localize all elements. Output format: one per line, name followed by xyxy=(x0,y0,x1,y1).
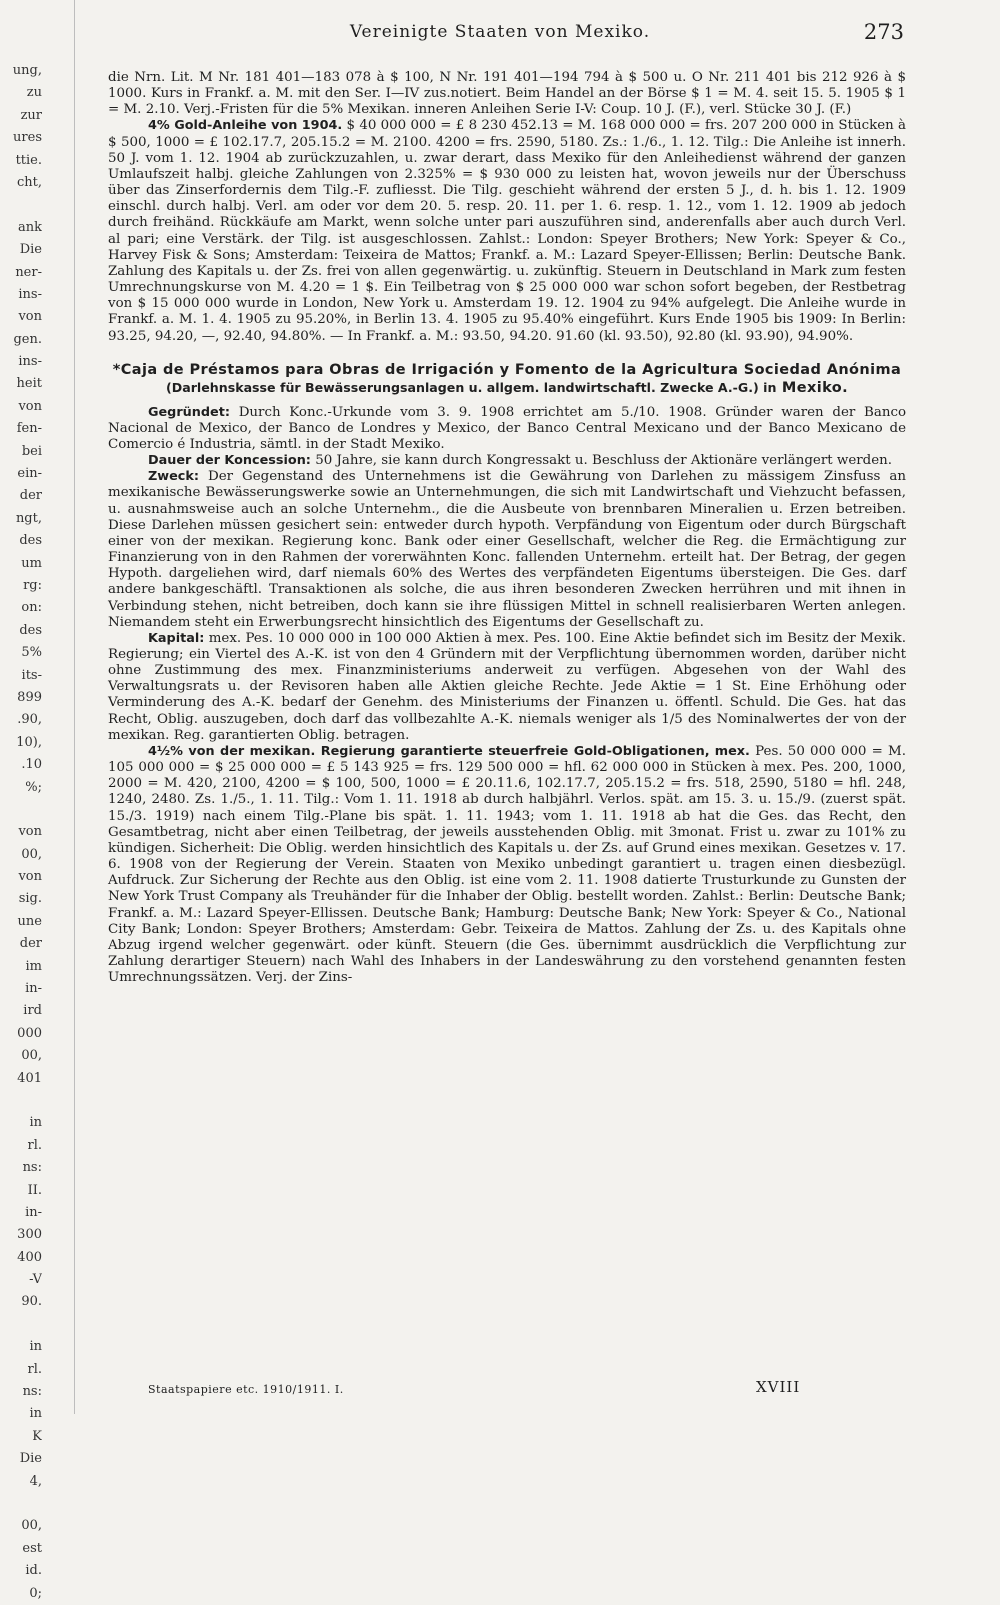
margin-fragment: 00, xyxy=(21,1048,42,1064)
margin-fragment: des xyxy=(19,622,42,638)
margin-fragment: 10), xyxy=(16,734,42,750)
label-dauer: Dauer der Koncession: xyxy=(148,453,311,469)
margin-fragment: rg: xyxy=(23,577,42,593)
margin-fragment: 00, xyxy=(21,846,42,862)
margin-fragment: II. xyxy=(27,1182,42,1198)
margin-fragment: der xyxy=(19,936,42,952)
margin-fragment: ins- xyxy=(18,354,42,370)
margin-fragment: von xyxy=(18,824,42,840)
margin-fragment: .10 xyxy=(21,757,42,773)
margin-fragment: des xyxy=(19,533,42,549)
margin-fragment: in xyxy=(29,1115,42,1131)
margin-fragment: Die xyxy=(19,242,42,258)
gold-loan-paragraph xyxy=(108,118,906,344)
label-zweck: Zweck: xyxy=(148,469,199,485)
margin-fragment: zur xyxy=(20,107,42,123)
footer-publication: Staatspapiere etc. 1910/1911. I. xyxy=(148,1383,344,1396)
margin-fragment: 300 xyxy=(17,1227,42,1243)
margin-fragment: ank xyxy=(17,219,42,235)
margin-fragment: 5% xyxy=(21,645,42,661)
margin-fragment: um xyxy=(21,555,42,571)
intro-paragraph: die Nrn. Lit. M Nr. 181 401—183 078 à $ 100, N Nr. 191 401—194 794 à $ 500 u. O Nr. 211 401 bis 212 926 à $ 1000. Kurs in Frankf. a. M. mit den Ser. I—IV zus.notiert. Beim Handel an der Börse $ 1 = M. 4. seit 15. 5. 1905 $ 1 = M. 2.10. Verj.-Fristen für die 5% Mexikan. inneren Anleihen Serie I-V: Coup. 10 J. (F.), verl. Stücke 30 J. (F.) xyxy=(108,70,906,118)
margin-fragment: K xyxy=(32,1428,42,1444)
margin-fragment: est xyxy=(22,1540,42,1556)
margin-fragment xyxy=(0,1493,42,1515)
margin-fragment: in- xyxy=(25,981,42,997)
bond-heading: 4½% von der mexikan. Regierung garantierte steuerfreie Gold-Obligationen, xyxy=(148,743,710,759)
margin-fragment: on: xyxy=(21,600,42,616)
company-location: Mexiko. xyxy=(781,379,849,396)
margin-fragment: 899 xyxy=(17,689,42,705)
company-subtitle: (Darlehnskasse für Bewässerungsanlagen u. allgem. landwirtschaftl. Zwecke A.-G.) in xyxy=(165,379,777,395)
margin-fragment: its- xyxy=(21,667,42,683)
margin-fragment: ttie. xyxy=(15,152,42,168)
margin-fragment: ns: xyxy=(22,1384,42,1400)
margin-fragment: ngt, xyxy=(15,510,42,526)
company-section-title xyxy=(108,362,906,397)
label-gegruendet: Gegründet: xyxy=(148,404,230,420)
margin-fragment: .90, xyxy=(17,712,42,728)
margin-fragment: %; xyxy=(25,779,42,795)
margin-fragment: von xyxy=(18,869,42,885)
paragraph-kapital xyxy=(108,631,906,744)
margin-fragment: 90. xyxy=(21,1294,42,1310)
page-body xyxy=(108,70,906,986)
gold-loan-text: $ 40 000 000 = £ 8 230 452.13 = M. 168 000 000 = frs. 207 200 000 in Stücken à $ 500, 1000 = £ 102.17.7, 205.15.2 = M. 2100. 4200 = frs. 2590, 5180. Zs.: 1./6., 1. 12. Tilg.: Die Anleihe ist innerh. 50 J. vom 1. 12. 1904 ab zurückzuzahlen, u. zwar derart, dass Mexiko für den Anleihedienst während der ganzen Umlaufszeit halbj. gleiche Zahlungen von 2.325% = $ 930 000 zu leisten hat, wovon jeweils nur der Überschuss über das Zinserfordernis dem Tilg.-F. zufliesst. Die Tilg. geschieht während der ersten 5 J., d. h. bis 1. 12. 1909 einschl. durch halbj. Verl. am oder vor dem 20. 5. resp. 20. 11. per 1. 6. resp. 1. 12., vom 1. 12. 1909 ab jedoch durch freihänd. Rückkäufe am Markt, wenn solche unter pari auszuführen sind, anderenfalls aber auch durch Verl. al pari; eine Verstärk. der Tilg. ist ausgeschlossen. Zahlst.: London: Speyer Brothers; New York: Speyer & Co., Harvey Fisk & Sons; Amsterdam: Teixeira de Mattos; Frankf. a. M.: Lazard Speyer-Ellissen; Berlin: Deutsche Bank. Zahlung des Kapitals u. der Zs. frei von allen gegenwärtig. u. zukünftig. Steuern in Deutschland in Mark zum festen Umrechnungskurse von M. 4.20 = 1 $. Ein Teilbetrag von $ 25 000 000 war schon sofort begeben, der Restbetrag von $ 15 000 000 wurde in London, New York u. Amsterdam 19. 12. 1904 zu 94% aufgelegt. Die Anleihe wurde in Frankf. a. M. 1. 4. 1905 zu 95.20%, in Berlin 13. 4. 1905 zu 95.40% eingeführt. Kurs Ende 1905 bis 1909: In Berlin: 93.25, 94.20, —, 92.40, 94.80%. — In Frankf. a. M.: 93.50, 94.20. 91.60 (kl. 93.50), 92.80 (kl. 93.90), 94.90%. xyxy=(108,118,906,344)
text-zweck: Der Gegenstand des Unternehmens ist die Gewährung von Darlehen zu mässigem Zinsfuss an mexikanische Bewässerungswerke sowie an Unternehmungen, die sich mit Landwirtschaft und Viehzucht befassen, u. ausnahmsweise auch an solche Unternehm., die die Ausbeute von brennbaren Mineralien u. Erzen betreiben. Diese Darlehen müssen gesichert sein: entweder durch hypoth. Verpfändung von Eigentum oder durch Bürgschaft einer von der mexikan. Regierung konc. Bank oder einer Gesellschaft, welcher die Reg. die Ermächtigung zur Finanzierung von in den Rahmen der vorerwähnten Konc. fallenden Unternehm. erteilt hat. Der Betrag, der gegen Hypoth. dargeliehen wird, darf niemals 60% des Wertes des verpfändeten Eigentums übersteigen. Die Ges. darf andere bankgeschäftl. Transaktionen als solche, die aus ihren besonderen Zwecken herrühren und mit ihnen in Verbindung stehen, nicht betreiben, doch kann sie ihre flüssigen Mittel in schnell realisierbaren Werten anlegen. Niemandem steht ein Erwerbungsrecht hinsichtlich des Eigentums der Gesellschaft zu. xyxy=(108,469,906,630)
margin-fragment: ird xyxy=(23,1003,42,1019)
margin-fragment: une xyxy=(17,913,42,929)
margin-fragment xyxy=(0,799,42,821)
margin-fragment: im xyxy=(25,958,42,974)
margin-fragment: ung, xyxy=(12,63,42,78)
margin-fragment xyxy=(0,1314,42,1336)
paragraph-zweck xyxy=(108,469,906,631)
margin-fragment: in- xyxy=(25,1204,42,1220)
paragraph-gegruendet xyxy=(108,405,906,453)
margin-fragment xyxy=(0,1090,42,1112)
margin-fragment: sig. xyxy=(18,891,42,907)
margin-fragment: id. xyxy=(25,1563,42,1579)
margin-fragment: in xyxy=(29,1406,42,1422)
margin-fragment: ner- xyxy=(15,264,42,280)
margin-fragment: ins- xyxy=(18,286,42,302)
margin-fragment: fen- xyxy=(16,421,42,437)
text-dauer: 50 Jahre, sie kann durch Kongressakt u. Beschluss der Aktionäre verlängert werden. xyxy=(315,453,893,469)
text-gegruendet: Durch Konc.-Urkunde vom 3. 9. 1908 errichtet am 5./10. 1908. Gründer waren der Banco Nacional de Mexico, der Banco de Londres y Mexico, der Banco Central Mexicano und der Banco Mexicano de Comercio é Industria, sämtl. in der Stadt Mexiko. xyxy=(108,404,907,452)
margin-fragment: 401 xyxy=(17,1070,42,1086)
margin-fragment: 00, xyxy=(21,1518,42,1534)
margin-fragment: 400 xyxy=(17,1249,42,1265)
margin-fragment: rl. xyxy=(27,1137,42,1153)
page-number: 273 xyxy=(863,20,904,44)
margin-fragment: Die xyxy=(19,1451,42,1467)
margin-fragment: rl. xyxy=(27,1361,42,1377)
paragraph-dauer xyxy=(108,453,906,469)
footer-signature: XVIII xyxy=(756,1378,801,1396)
margin-fragment: zu xyxy=(26,85,42,101)
margin-fragment: heit xyxy=(16,376,42,392)
page-gutter-line xyxy=(74,0,75,1414)
margin-fragment: in xyxy=(29,1339,42,1355)
margin-fragment: von xyxy=(18,309,42,325)
bond-text: Pes. 50 000 000 = M. 105 000 000 = $ 25 000 000 = £ 5 143 925 = frs. 129 500 000 = hfl. 62 000 000 in Stücken à mex. Pes. 200, 1000, 2000 = M. 420, 2100, 4200 = $ 100, 500, 1000 = £ 20.11.6, 102.17.7, 205.15.2 = frs. 518, 2590, 5180 = hfl. 248, 1240, 2480. Zs. 1./5., 1. 11. Tilg.: Vom 1. 11. 1918 ab durch halbjährl. Verlos. spät. am 15. 3. u. 15./9. (zuerst spät. 15./3. 1919) nach einem Tilg.-Plane bis spät. 1. 11. 1943; vom 1. 11. 1918 ab hat die Ges. das Recht, den Gesamtbetrag, nicht aber einen Teilbetrag, der jeweils ausstehenden Oblig. mit 3monat. Frist u. zwar zu 101% zu kündigen. Sicherheit: Die Oblig. werden hinsichtlich des Kapitals u. der Zs. auf Grund eines mexikan. Gesetzes v. 17. 6. 1908 von der Regierung der Verein. Staaten von Mexiko unbedingt garantiert u. tragen einen diesbezügl. Aufdruck. Zur Sicherung der Rechte aus den Oblig. ist eine vom 2. 11. 1908 datierte Trusturkunde zu Gunsten der New York Trust Company als Treuhänder für die Inhaber der Oblig. bestellt worden. Zahlst.: Berlin: Deutsche Bank; Frankf. a. M.: Lazard Speyer-Ellissen. Deutsche Bank; Hamburg: Deutsche Bank; New York: Speyer & Co., National City Bank; London: Speyer Brothers; Amsterdam: Gebr. Teixeira de Mattos. Zahlung der Zs. u. des Kapitals ohne Abzug irgend welcher gegenwärt. oder künft. Steuern (die Ges. übernimmt ausdrücklich die Verpflichtung zur Zahlung derartiger Steuern) nach Wahl des Inhabers in der Landeswährung zu den vorstehend genannten festen Umrechnungssätzen. Verj. der Zins- xyxy=(108,743,906,986)
label-kapital: Kapital: xyxy=(148,630,205,646)
margin-fragment: 000 xyxy=(17,1025,42,1041)
margin-fragment: von xyxy=(18,398,42,414)
margin-fragment: ein- xyxy=(17,466,42,482)
running-header: Vereinigte Staaten von Mexiko. xyxy=(349,22,651,42)
bond-heading-suffix: mex. xyxy=(714,743,750,759)
margin-fragment: 4, xyxy=(29,1473,42,1489)
margin-fragment: der xyxy=(19,488,42,504)
margin-fragment: ures xyxy=(13,130,42,146)
margin-fragment: 0; xyxy=(29,1585,42,1601)
left-margin-fragments xyxy=(0,60,42,1605)
margin-fragment: ns: xyxy=(22,1160,42,1176)
bond-paragraph xyxy=(108,744,906,986)
company-name: *Caja de Préstamos para Obras de Irrigación y Fomento de la Agricultura Sociedad Anónima xyxy=(112,361,902,378)
margin-fragment: bei xyxy=(21,443,42,459)
gold-loan-heading: 4% Gold-Anleihe von 1904. xyxy=(148,118,343,134)
margin-fragment: -V xyxy=(29,1272,42,1288)
margin-fragment: gen. xyxy=(13,331,42,347)
text-kapital: mex. Pes. 10 000 000 in 100 000 Aktien à mex. Pes. 100. Eine Aktie befindet sich im Besitz der Mexik. Regierung; ein Viertel des A.-K. ist von den 4 Gründern mit der Verpflichtung übernommen worden, darüber nicht ohne Zustimmung des mex. Finanzministeriums anderweit zu verfügen. Abgesehen von der Wahl des Verwaltungsrats u. der Revisoren haben alle Aktien gleiche Rechte. Jede Aktie = 1 St. Eine Erhöhung oder Verminderung des A.-K. bedarf der Genehm. des Ministeriums der Finanzen u. öffentl. Schuld. Die Ges. hat das Recht, Oblig. auszugeben, doch darf das vollbezahlte A.-K. niemals weniger als 1/5 des Nominalwertes der von der mexikan. Reg. garantierten Oblig. betragen. xyxy=(108,630,906,743)
margin-fragment xyxy=(0,194,42,216)
margin-fragment: cht, xyxy=(16,174,42,190)
